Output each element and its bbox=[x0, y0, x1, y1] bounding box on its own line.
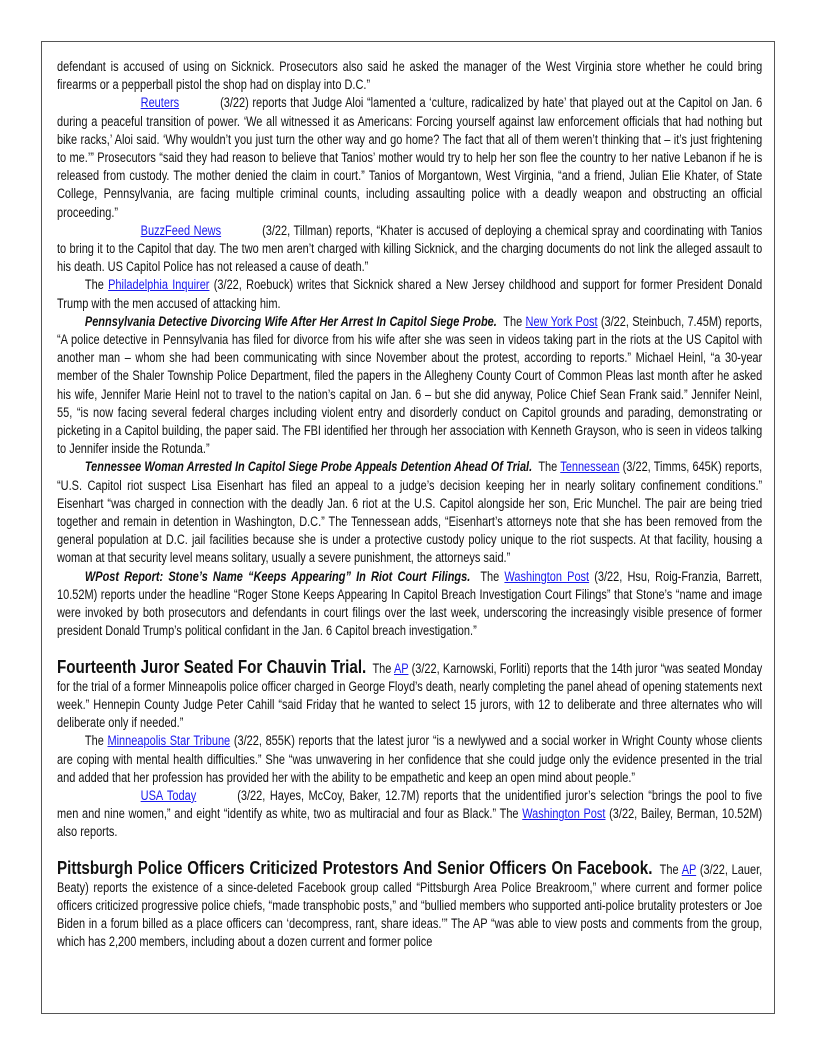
link-buzzfeed-news[interactable]: BuzzFeed News bbox=[140, 222, 222, 238]
paragraph bbox=[57, 787, 762, 842]
text: The bbox=[470, 568, 505, 584]
link-ap[interactable]: AP bbox=[393, 660, 409, 676]
link-washington-post[interactable]: Washington Post bbox=[504, 568, 590, 584]
story bbox=[57, 313, 762, 459]
link-ap-2[interactable]: AP bbox=[681, 861, 697, 877]
link-philadelphia-inquirer[interactable]: Philadelphia Inquirer bbox=[108, 277, 210, 293]
text: The bbox=[84, 733, 108, 749]
paragraph bbox=[57, 276, 762, 312]
paragraph-text: (3/22, Bailey, Berman, 10.52M) also reports. bbox=[57, 806, 763, 840]
story-headline: WPost Report: Stone’s Name “Keeps Appearing” In Riot Court Filings. bbox=[84, 568, 471, 584]
paragraph-text: (3/22) reports that Judge Aloi “lamented a ‘culture, radicalized by hate’ that played out at the Capitol on Jan. 6 during a peaceful transition of power. ‘We all witnessed it as Americans: Forcing yourself against law enforcement officials that had nothing but bike racks,’ Aloi said. ‘Why wouldn’t you just turn the other way and go home? The fact that all of them weren’t thinking that – it’s just frightening to me.’” Prosecutors “said they had reason to believe that Tanios’ mother would try to help her son flee the country to her native Lebanon if he is released from custody. The mother denied the claim in court.” Tanios of Morgantown, West Virginia, “and a friend, Julian Elie Khater, of State College, Pennsylvania, are facing multiple criminal counts, including assaulting police with a deadly weapon and obstructing an official proceeding.” bbox=[57, 95, 763, 220]
text: The bbox=[532, 459, 561, 475]
paragraph-text: (3/22, Karnowski, Forliti) reports that the 14th juror “was seated Monday for the trial of a former Minneapolis police officer charged in George Floyd’s death, nearly completing the panel ahead of opening statements next week.” Hennepin County Judge Peter Cahill “said Friday that he wanted to select 15 jurors, with 12 to deliberate and three alternates who will deliberate only if needed.” bbox=[57, 660, 763, 731]
paragraph-text: (3/22, Tillman) reports, “Khater is accused of deploying a chemical spray and coordinating with Tanios to bring it to the Capitol that day. The two men aren’t charged with killing Sicknick, and the charging documents do not link the alleged assault to his death. US Capitol Police has not released a cause of death.” bbox=[57, 222, 763, 275]
link-washington-post-2[interactable]: Washington Post bbox=[522, 806, 606, 822]
link-minneapolis-star-tribune[interactable]: Minneapolis Star Tribune bbox=[107, 733, 231, 749]
paragraph-text: defendant is accused of using on Sicknick. Prosecutors also said he asked the manager of the West Virginia store whether he could bring firearms or a pepperball pistol the shop had on display into D.C.” bbox=[57, 59, 763, 93]
paragraph bbox=[57, 732, 762, 787]
document-body bbox=[57, 58, 762, 952]
paragraph bbox=[57, 94, 762, 221]
paragraph bbox=[57, 222, 762, 277]
story-headline: Pennsylvania Detective Divorcing Wife After Her Arrest In Capitol Siege Probe. bbox=[84, 313, 497, 329]
link-reuters[interactable]: Reuters bbox=[140, 95, 180, 111]
story-headline: Tennessee Woman Arrested In Capitol Siege Probe Appeals Detention Ahead Of Trial. bbox=[84, 459, 533, 475]
paragraph bbox=[57, 58, 762, 94]
paragraph-text: (3/22, 855K) reports that the latest juror “is a newlywed and a social worker in Wright County whose clients are coping with mental health difficulties.” She “was unwavering in her confidence that she could judge only the evidence presented in the trial and added that her profession has provided her with the ability to be empathetic and keep an open mind about people.” bbox=[57, 733, 763, 785]
story bbox=[57, 655, 763, 733]
section-headline: Pittsburgh Police Officers Criticized Protestors And Senior Officers On Facebook. bbox=[57, 856, 653, 878]
paragraph-text: (3/22, Steinbuch, 7.45M) reports, “A police detective in Pennsylvania has filed for divorce from his wife after she was seen in videos taking part in the riots at the US Capitol with another man – whom she had been communicating with since November about the protest, according to reports.” Michael Heinl, “a 30-year member of the Shaler Township Police Department, filed the papers in the Allegheny County Court of Common Pleas last month after he asked his wife, Jennifer Marie Heinl not to travel to the nation’s capital on Jan. 6 – but she did anyway, Police Chief Sean Frank said.” Jennifer Neinl, 55, “is now facing several federal charges including violent entry and disorderly conduct on Capitol grounds and parading, demonstrating or picketing in a Capitol building, the paper said. The FBI identified her through her association with Kenneth Grayson, who is seen in videos talking to Jennifer inside the Rotunda.” bbox=[57, 313, 763, 457]
section-headline: Fourteenth Juror Seated For Chauvin Trial. bbox=[57, 655, 367, 677]
link-tennessean[interactable]: Tennessean bbox=[560, 459, 620, 475]
paragraph-text: (3/22, Hsu, Roig-Franzia, Barrett, 10.52M) reports under the headline “Roger Stone Keeps Appearing In Capitol Breach Investigation Court Filings” that Stone’s “name and image were invoked by both prosecutors and defendants in court filings over the last week, underscoring the increasingly visible presence of former president Donald Trump’s political confidant in the Jan. 6 Capitol breach investigation.” bbox=[57, 568, 763, 639]
text: The bbox=[366, 660, 394, 676]
story bbox=[57, 458, 762, 567]
text: The bbox=[652, 861, 682, 877]
story bbox=[57, 856, 763, 952]
link-new-york-post[interactable]: New York Post bbox=[525, 313, 598, 329]
paragraph-text: (3/22, Lauer, Beaty) reports the existence of a since-deleted Facebook group called “Pittsburgh Area Police Breakroom,” where current and former police officers criticized progressive police chiefs, “made transphobic posts,” and “bullied members who supported anti-police brutality protesters or Joe Biden in a forum billed as a place officers can ‘decompress, rant, share ideas.’” The AP “was able to view posts and comments from the group, which has 2,200 members, including about a dozen current and former police bbox=[57, 861, 763, 950]
paragraph-text: (3/22, Hayes, McCoy, Baker, 12.7M) reports that the unidentified juror’s selection “brings the pool to five men and nine women,” and eight “identify as white, two as multiracial and four as Black.” The bbox=[57, 787, 763, 822]
paragraph-text: (3/22, Timms, 645K) reports, “U.S. Capitol riot suspect Lisa Eisenhart has filed an appeal to a judge’s decision keeping her in nearly solitary confinement conditions.” Eisenhart “was charged in connection with the deadly Jan. 6 riot at the U.S. Capitol alongside her son, Eric Munchel. The pair are being tried together and remain in detention in Washington, D.C.” The Tennessean adds, “Eisenhart’s attorneys note that she has been removed from the general population at D.C. jail facilities because she is under a protective custody policy unique to the riot suspects. At that facility, housing a woman at that security level means solitary, usually a severe punishment, the attorneys said.” bbox=[57, 459, 763, 566]
story bbox=[57, 568, 762, 641]
link-usa-today[interactable]: USA Today bbox=[140, 787, 197, 803]
paragraph-text: (3/22, Roebuck) writes that Sicknick shared a New Jersey childhood and support for former President Donald Trump with the men accused of attacking him. bbox=[57, 277, 763, 311]
text: The bbox=[496, 313, 526, 329]
text: The bbox=[84, 277, 109, 293]
